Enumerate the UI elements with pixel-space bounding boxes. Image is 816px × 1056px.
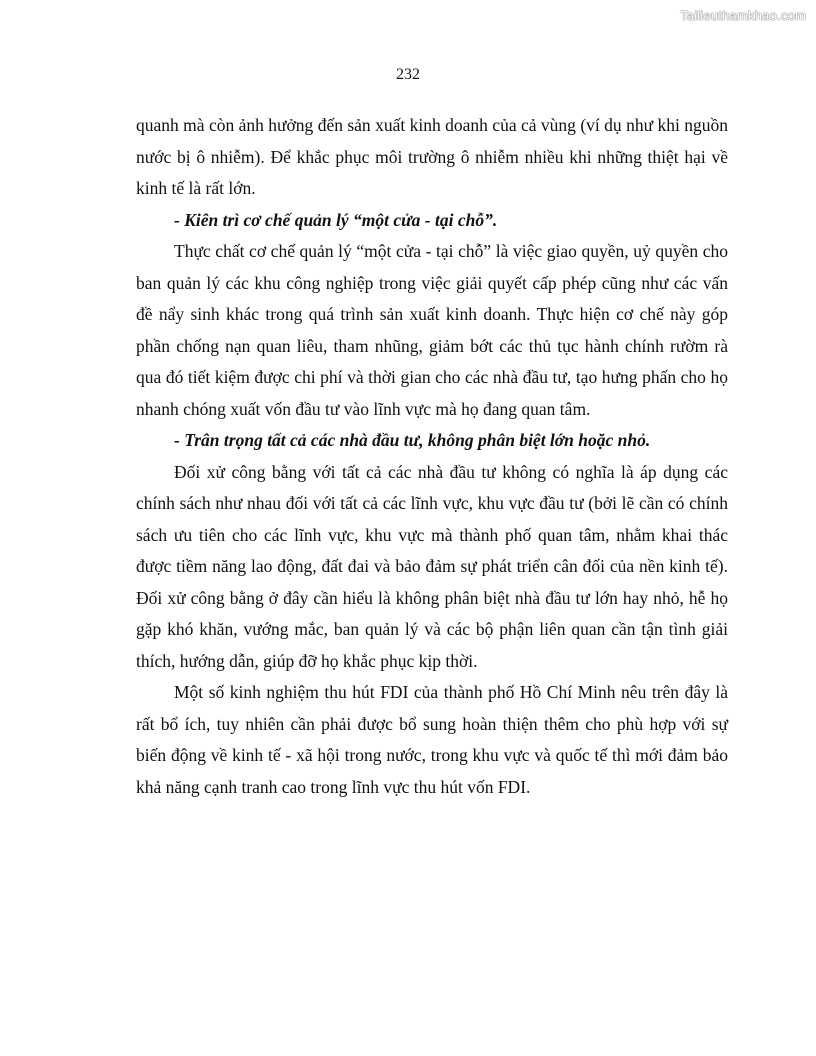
paragraph-fair-treatment: Đối xử công bằng với tất cả các nhà đầu tư không có nghĩa là áp dụng các chính sách như nhau đối với tất cả các lĩnh vực, khu vực đầu tư (bởi lẽ cần có chính sách ưu tiên cho các lĩnh vực, khu vực mà thành phố quan tâm, nhằm khai thác được tiềm năng lao động, đất đai và bảo đảm sự phát triển cân đối của nền kinh tế). Đối xử công bằng ở đây cần hiểu là không phân biệt nhà đầu tư lớn hay nhỏ, hễ họ gặp khó khăn, vướng mắc, ban quản lý và các bộ phận liên quan cần tận tình giải thích, hướng dẫn, giúp đỡ họ khắc phục kịp thời. — [136, 461, 728, 671]
document-body — [136, 110, 728, 803]
page-number: 232 — [396, 66, 420, 83]
section-heading-one-stop-mechanism: - Kiên trì cơ chế quản lý “một cửa - tại chỗ”. — [174, 209, 498, 230]
watermark: Tailieuthamkhao.com — [680, 8, 806, 23]
paragraph-conclusion: Một số kinh nghiệm thu hút FDI của thành phố Hồ Chí Minh nêu trên đây là rất bổ ích, tuy nhiên cần phải được bổ sung hoàn thiện thêm cho phù hợp với sự biến động về kinh tế - xã hội trong nước, trong khu vực và quốc tế thì mới đảm bảo khả năng cạnh tranh cao trong lĩnh vực thu hút vốn FDI. — [136, 682, 728, 797]
paragraph-one-stop-mechanism: Thực chất cơ chế quản lý “một cửa - tại chỗ” là việc giao quyền, uỷ quyền cho ban quản lý các khu công nghiệp trong việc giải quyết cấp phép cũng như các vấn đề nẩy sinh khác trong quá trình sản xuất kinh doanh. Thực hiện cơ chế này góp phần chống nạn quan liêu, tham nhũng, giảm bớt các thủ tục hành chính rườm rà qua đó tiết kiệm được chi phí và thời gian cho các nhà đầu tư, tạo hưng phấn cho họ nhanh chóng xuất vốn đầu tư vào lĩnh vực mà họ đang quan tâm. — [136, 241, 728, 419]
section-heading-respect-investors: - Trân trọng tất cả các nhà đầu tư, không phân biệt lớn hoặc nhỏ. — [174, 430, 651, 450]
paragraph-continuation: quanh mà còn ảnh hưởng đến sản xuất kinh doanh của cả vùng (ví dụ như khi nguồn nước bị ô nhiễm). Để khắc phục môi trường ô nhiễm nhiều khi những thiệt hại về kinh tế là rất lớn. — [136, 115, 728, 198]
